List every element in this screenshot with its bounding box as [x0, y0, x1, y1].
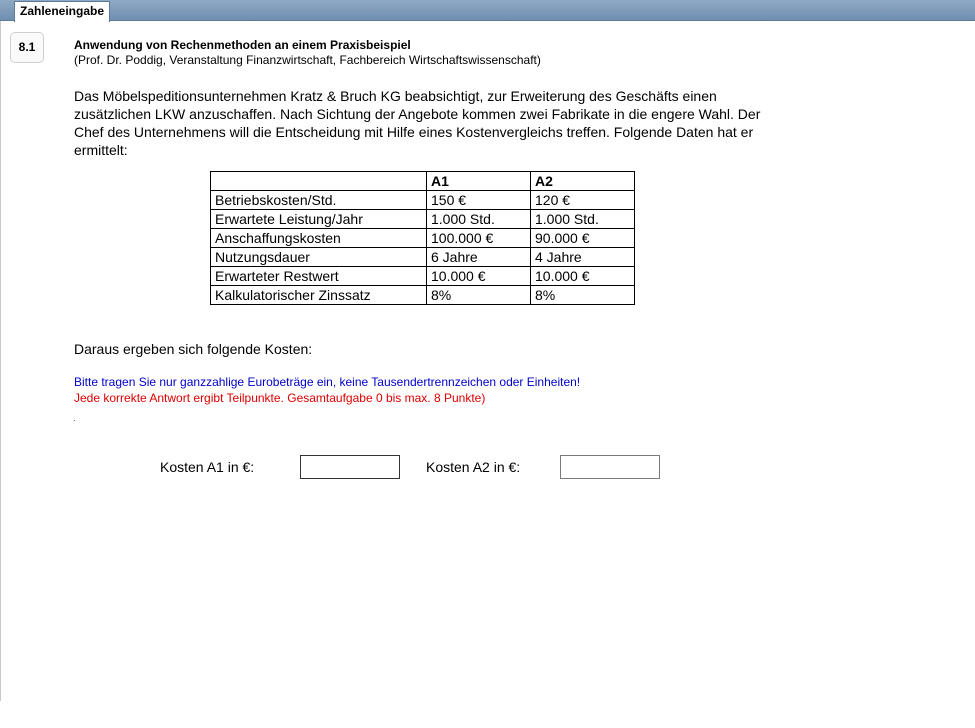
table-header-cell	[211, 172, 427, 191]
table-cell: 8%	[427, 286, 531, 305]
table-cell: 6 Jahre	[427, 248, 531, 267]
table-row	[211, 248, 635, 267]
table-cell: 150 €	[427, 191, 531, 210]
table-cell: Erwarteter Restwert	[211, 267, 427, 286]
table-cell: 8%	[531, 286, 635, 305]
table-cell: Kalkulatorischer Zinssatz	[211, 286, 427, 305]
table-cell: Nutzungsdauer	[211, 248, 427, 267]
table-cell: 1.000 Std.	[531, 210, 635, 229]
table-cell: 10.000 €	[427, 267, 531, 286]
table-cell: 10.000 €	[531, 267, 635, 286]
task-intro: Das Möbelspeditionsunternehmen Kratz & Bruch KG beabsichtigt, zur Erweiterung des Geschäfts einen zusätzlichen LKW anzuschaffen. Nach Sichtung der Angebote kommen zwei Fabrikate in die engere Wahl. Der Chef des Unternehmens will die Entscheidung mit Hilfe eines Kostenvergleichs treffen. Folgende Daten hat er ermittelt:	[74, 88, 761, 158]
table-row	[211, 267, 635, 286]
table-row	[211, 191, 635, 210]
table-cell: 1.000 Std.	[427, 210, 531, 229]
data-table	[210, 171, 635, 305]
left-border	[0, 21, 1, 701]
table-row	[211, 286, 635, 305]
tab-zahleneingabe[interactable]: Zahleneingabe	[14, 1, 110, 22]
task-title: Anwendung von Rechenmethoden an einem Praxisbeispiel	[74, 38, 411, 52]
divider-dot: .	[73, 413, 76, 424]
table-cell: Betriebskosten/Std.	[211, 191, 427, 210]
task-number: 8.1	[10, 32, 44, 63]
hint-points: Jede korrekte Antwort ergibt Teilpunkte. Gesamtaufgabe 0 bis max. 8 Punkte)	[74, 391, 486, 405]
costs-lead-text: Daraus ergeben sich folgende Kosten:	[74, 341, 313, 357]
table-header-row	[211, 172, 635, 191]
table-cell: Anschaffungskosten	[211, 229, 427, 248]
tab-bar	[0, 0, 975, 21]
kosten-a2-input[interactable]	[560, 455, 660, 479]
kosten-a1-label: Kosten A1 in €:	[160, 459, 255, 475]
table-header-cell: A2	[531, 172, 635, 191]
kosten-a1-input[interactable]	[300, 455, 400, 479]
task-subtitle: (Prof. Dr. Poddig, Veranstaltung Finanzwirtschaft, Fachbereich Wirtschaftswissenschaft)	[74, 53, 541, 67]
kosten-a2-label: Kosten A2 in €:	[426, 459, 521, 475]
table-cell: 120 €	[531, 191, 635, 210]
table-row	[211, 210, 635, 229]
table-row	[211, 229, 635, 248]
table-cell: 4 Jahre	[531, 248, 635, 267]
table-cell: 90.000 €	[531, 229, 635, 248]
table-cell: Erwartete Leistung/Jahr	[211, 210, 427, 229]
table-header-cell: A1	[427, 172, 531, 191]
table-cell: 100.000 €	[427, 229, 531, 248]
hint-instructions: Bitte tragen Sie nur ganzzahlige Eurobeträge ein, keine Tausendertrennzeichen oder Einheiten!	[74, 375, 581, 389]
